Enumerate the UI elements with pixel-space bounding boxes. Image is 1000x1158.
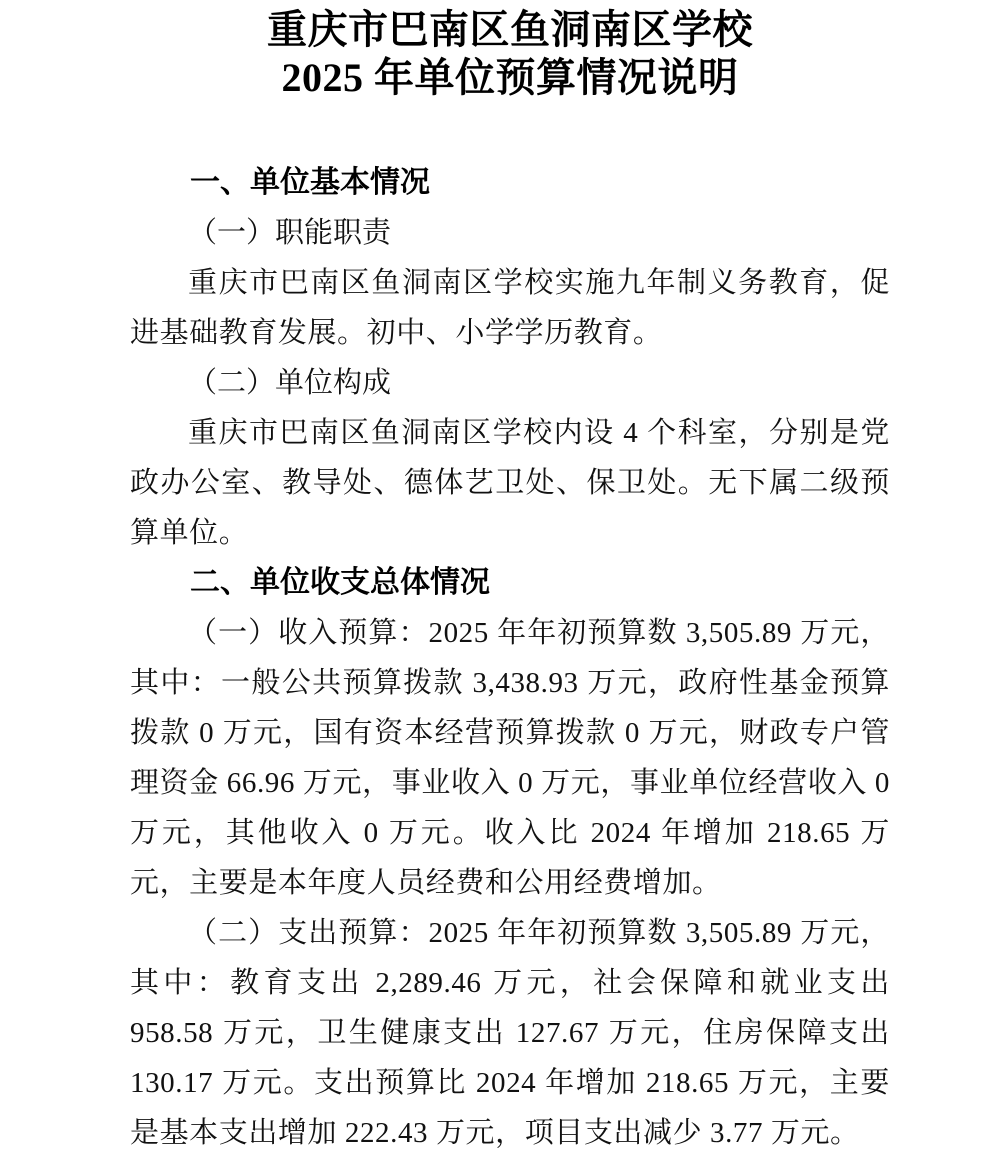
document-title <box>130 6 890 102</box>
paragraph-composition: 重庆市巴南区鱼洞南区学校内设 4 个科室，分别是党政办公室、教导处、德体艺卫处、保卫处。无下属二级预算单位。 <box>130 417 890 549</box>
subsection-heading-functions: （一）职能职责 <box>188 217 392 249</box>
paragraph-expenditure-budget: （二）支出预算：2025 年年初预算数 3,505.89 万元，其中：教育支出 2,289.46 万元，社会保障和就业支出 958.58 万元，卫生健康支出 127.67 万元，住房保障支出 130.17 万元。支出预算比 2024 年增加 218.65 万元，主要是基本支出增加 222.43 万元，项目支出减少 3.77 万元。 <box>130 917 890 1149</box>
subsection-heading-composition: （二）单位构成 <box>188 367 392 399</box>
section-heading-basic-info: 一、单位基本情况 <box>190 166 430 199</box>
document-title-line2: 2025 年单位预算情况说明 <box>281 55 739 100</box>
section-heading-budget-overview: 二、单位收支总体情况 <box>190 566 490 599</box>
paragraph-functions: 重庆市巴南区鱼洞南区学校实施九年制义务教育，促进基础教育发展。初中、小学学历教育。 <box>130 267 890 349</box>
document-body <box>130 158 890 1158</box>
document-title-line1: 重庆市巴南区鱼洞南区学校 <box>267 7 753 52</box>
paragraph-income-budget: （一）收入预算：2025 年年初预算数 3,505.89 万元，其中：一般公共预算拨款 3,438.93 万元，政府性基金预算拨款 0 万元，国有资本经营预算拨款 0 万元，财政专户管理资金 66.96 万元，事业收入 0 万元，事业单位经营收入 0 万元，其他收入 0 万元。收入比 2024 年增加 218.65 万元，主要是本年度人员经费和公用经费增加。 <box>130 617 890 899</box>
